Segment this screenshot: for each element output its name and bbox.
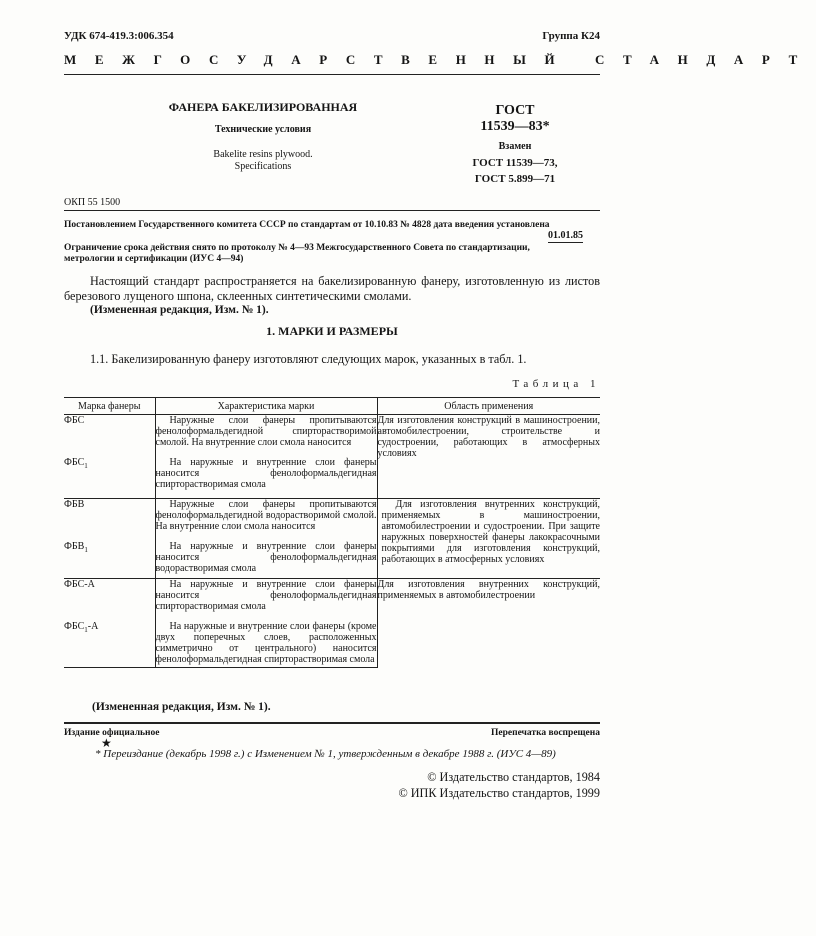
characteristic-cell: Наружные слои фанеры пропитываются фенолоформальдегидной спирторастворимой смолой. На внутренние слои смола наносится [155,415,377,458]
divider [64,210,600,211]
mark-cell: ФБС-А [64,579,155,622]
table-row [64,579,600,622]
characteristic-cell: На наружные и внутренние слои фанеры наносится фенолоформальдегидная спирторастворимая смола [155,457,377,499]
gost-number: 11539—83* [480,119,550,134]
title-block [118,99,408,173]
intro-text: Настоящий стандарт распространяется на бакелизированную фанеру, изготовленную из листов березового лущеного шпона, склеенных синтетическими смолами. [64,274,600,303]
mark-cell [64,457,155,499]
udk-code: УДК 674-419.3:006.354 [64,30,174,42]
mark-base: ФБВ [64,541,85,552]
group-code: Группа К24 [542,30,600,42]
divider [64,74,600,75]
application-cell: Для изготовления конструкций в машиностроении, автомобилестроении, строительстве и судостроении, работающих в атмосферных условиях [377,415,600,499]
characteristic-cell: На наружные и внутренние слои фанеры наносится фенолоформальдегидная водорастворимая смола [155,541,377,579]
application-cell: Для изготовления внутренних конструкций, применяемых в автомобилестроении [377,579,600,668]
limit-line-2: метрологии и сертификации (ИУС 4—94) [64,254,244,264]
table-revision: (Измененная редакция, Изм. № 1). [92,701,271,713]
mark-cell: ФБС [64,415,155,458]
doc-subtitle: Технические условия [214,124,312,135]
mark-cell [64,541,155,579]
section-title: 1. МАРКИ И РАЗМЕРЫ [266,324,398,338]
intro-revision: (Измененная редакция, Изм. № 1). [90,304,269,316]
doc-title: ФАНЕРА БАКЕЛИЗИРОВАННАЯ [168,100,358,114]
decree-line: Постановлением Государственного комитета СССР по стандартам от 10.10.83 № 4828 дата введения установлена [64,220,550,230]
reissue-note: * Переиздание (декабрь 1998 г.) с Изменением № 1, утвержденным в декабре 1988 г. (ИУС 4—89) [95,748,556,760]
characteristic-cell: На наружные и внутренние слои фанеры наносится фенолоформальдегидная спирторастворимая смола [155,579,377,622]
okp-code: ОКП 55 1500 [64,197,121,208]
banner-title: МЕЖГОСУДАРСТВЕННЫЙ СТАНДАРТ [64,52,816,67]
table-row [64,499,600,542]
star-icon: ★ [101,736,112,750]
divider [64,722,600,724]
table-header-row [64,398,600,415]
characteristic-cell: На наружные и внутренние слои фанеры (кроме двух поперечных слоев, расположенных симметрично от центрального) наносится фенолоформальдегидная спирторастворимая смола [155,621,377,668]
table-row [64,415,600,458]
decree-date: 01.01.85 [548,230,583,241]
copyright-2: © ИПК Издательство стандартов, 1999 [398,786,600,800]
header-mark: Марка фанеры [64,398,155,415]
section-clause: 1.1. Бакелизированную фанеру изготовляют следующих марок, указанных в табл. 1. [90,352,527,366]
limit-line-1: Ограничение срока действия снято по протоколу № 4—93 Межгосударственного Совета по стандартизации, [64,243,530,253]
mark-suffix: -А [87,621,99,632]
gost-replaced-2: ГОСТ 5.899—71 [474,173,556,185]
mark-base: ФБС [64,457,85,468]
mark-subscript: 1 [84,546,88,554]
header-application: Область применения [377,398,600,415]
application-cell: Для изготовления внутренних конструкций, применяемых в машиностроении, автомобилестроении и судостроении. При защите наружных поверхностей фанеры лакокрасочными покрытиями для изготовления конструкций, работающих в атмосферных условиях [377,499,600,579]
characteristic-cell: Наружные слои фанеры пропитываются фенолоформальдегидной водорастворимой смолой. На внутренние слои смола наносится [155,499,377,542]
table-1 [64,397,600,668]
mark-subscript: 1 [84,626,88,634]
mark-cell: ФБВ [64,499,155,542]
table-caption: Таблица 1 [512,378,600,390]
official-edition: Издание официальное [64,728,160,738]
gost-label: ГОСТ [495,103,535,118]
gost-instead: Взамен [498,141,532,152]
mark-subscript: 1 [84,462,88,470]
gost-block [425,103,605,187]
doc-title-english-1: Bakelite resins plywood. [213,149,313,160]
mark-cell [64,621,155,668]
doc-title-english-2: Specifications [234,161,292,172]
gost-replaced-1: ГОСТ 11539—73, [472,157,558,169]
reprint-prohibited: Перепечатка воспрещена [490,728,600,738]
mark-base: ФБС [64,621,85,632]
header-characteristic: Характеристика марки [155,398,377,415]
copyright-1: © Издательство стандартов, 1984 [427,770,600,784]
